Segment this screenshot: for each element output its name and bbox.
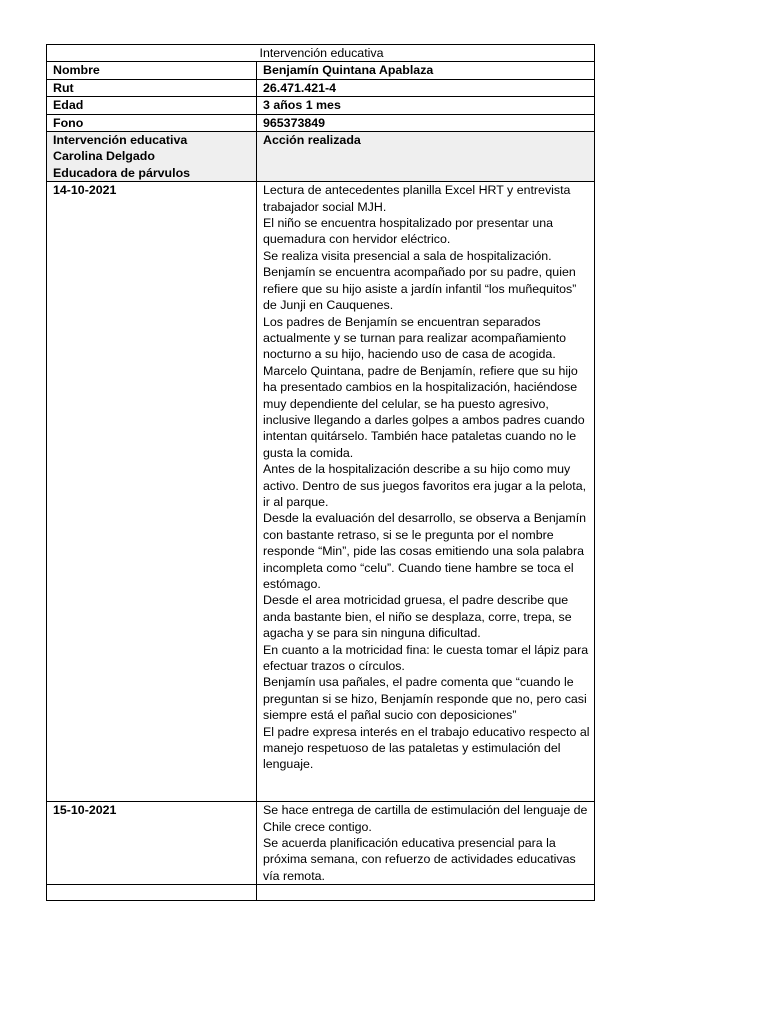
intervention-table [46, 44, 595, 901]
table-row [47, 97, 595, 114]
entry-action [257, 182, 595, 802]
entry-paragraph: Desde la evaluación del desarrollo, se observa a Benjamín con bastante retraso, si se le pregunta por el nombre responde “Min”, pide las cosas emitiendo una sola palabra incompleta como “celu”. Cuando tiene hambre se toca el estómago. [263, 511, 587, 591]
row-label-edad: Edad [47, 97, 257, 114]
row-label-fono: Fono [47, 114, 257, 131]
entry-paragraph: Benjamín se encuentra acompañado por su padre, quien refiere que su hijo asiste a jardín infantil “los muñequitos” de Junji en Cauquenes. [263, 265, 577, 313]
action-header: Acción realizada [257, 132, 595, 182]
entry-action [257, 802, 595, 885]
table-row [47, 79, 595, 96]
entry-paragraph: Antes de la hospitalización describe a su hijo como muy activo. Dentro de sus juegos favoritos era jugar a la pelota, ir al parque. [263, 462, 587, 509]
table-title: Intervención educativa [47, 45, 595, 62]
row-value-rut: 26.471.421-4 [257, 79, 595, 96]
section-header-row [47, 132, 595, 182]
row-label-nombre: Nombre [47, 62, 257, 79]
empty-cell [257, 885, 595, 901]
entry-paragraph: Benjamín usa pañales, el padre comenta que “cuando le preguntan si se hizo, Benjamín responde que no, pero casi siempre está el pañal sucio con deposiciones” [263, 675, 587, 723]
educator-info [47, 132, 257, 182]
entry-row [47, 182, 595, 802]
entry-date: 15-10-2021 [47, 802, 257, 885]
educator-role: Intervención educativa [53, 133, 188, 148]
entry-paragraph: Marcelo Quintana, padre de Benjamín, refiere que su hijo ha presentado cambios en la hospitalización, haciéndose muy dependiente del celular, se ha puesto agresivo, inclusive llegando a darles golpes a ambos padres cuando intentan quitárselo. También hace pataletas cuando no le gusta la comida. [263, 363, 585, 460]
entry-paragraph: Los padres de Benjamín se encuentran separados actualmente y se turnan para realizar acompañamiento nocturno a su hijo, haciendo uso de casa de acogida. [263, 314, 567, 362]
entry-row [47, 802, 595, 885]
table-row [47, 62, 595, 79]
empty-cell [47, 885, 257, 901]
row-label-rut: Rut [47, 79, 257, 96]
entry-paragraph: Se acuerda planificación educativa presencial para la próxima semana, con refuerzo de actividades educativas vía remota. [263, 836, 576, 883]
entry-paragraph: El niño se encuentra hospitalizado por presentar una quemadura con hervidor eléctrico. [263, 216, 553, 247]
educator-title: Educadora de párvulos [53, 165, 191, 180]
empty-row [47, 885, 595, 901]
entry-paragraph: Desde el area motricidad gruesa, el padre describe que anda bastante bien, el niño se desplaza, corre, trepa, se agacha y se para sin ninguna dificultad. [263, 593, 572, 641]
row-value-fono: 965373849 [257, 114, 595, 131]
entry-paragraph: Se hace entrega de cartilla de estimulación del lenguaje de Chile crece contigo. [263, 803, 588, 834]
entry-paragraph: En cuanto a la motricidad fina: le cuesta tomar el lápiz para efectuar trazos o círculos. [263, 642, 589, 674]
entry-paragraph: Se realiza visita presencial a sala de hospitalización. [263, 248, 552, 263]
entry-paragraph: Lectura de antecedentes planilla Excel HRT y entrevista trabajador social MJH. [263, 183, 571, 214]
entry-paragraph: El padre expresa interés en el trabajo educativo respecto al manejo respetuoso de las pataletas y estimulación del lenguaje. [263, 724, 590, 772]
row-value-edad: 3 años 1 mes [257, 97, 595, 114]
title-row [47, 45, 595, 62]
educator-name: Carolina Delgado [53, 149, 155, 164]
row-value-nombre: Benjamín Quintana Apablaza [257, 62, 595, 79]
table-row [47, 114, 595, 131]
entry-date: 14-10-2021 [47, 182, 257, 802]
